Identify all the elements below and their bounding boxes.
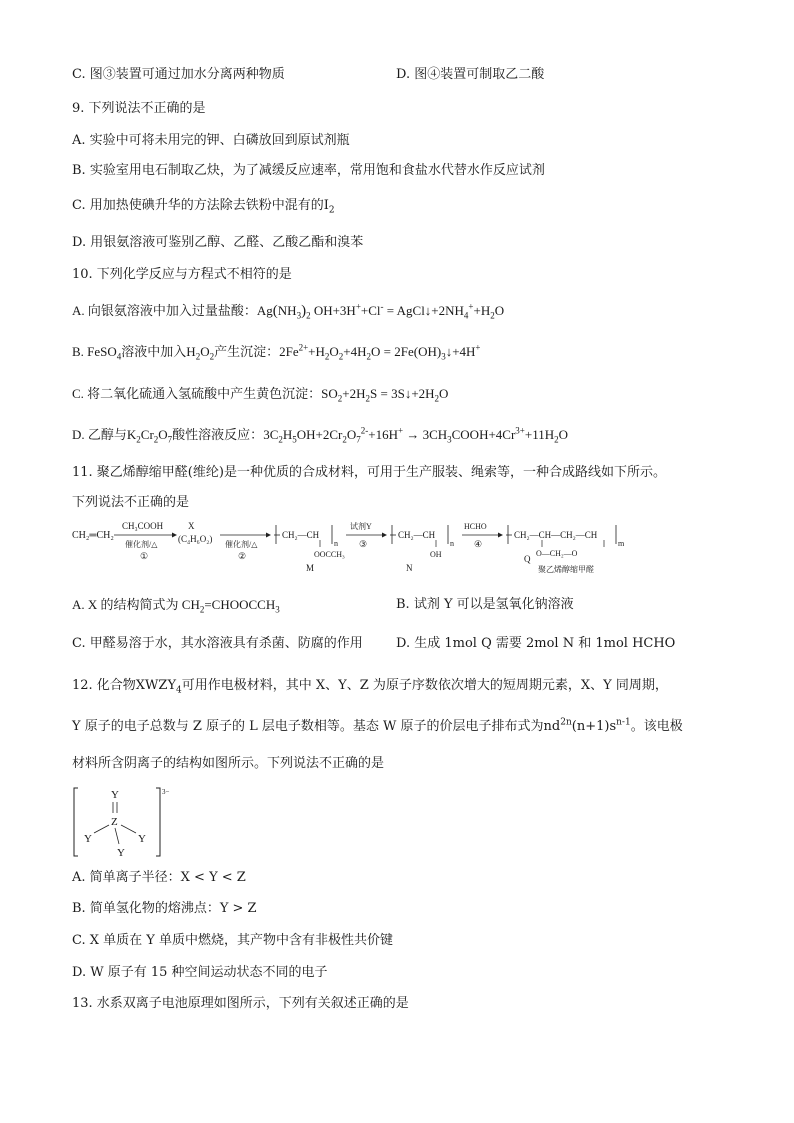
q10-option-a: A. 向银氨溶液中加入过量盐酸：$Ag(NH_3)_2$ $OH+3H^++Cl^- = AgCl↓+2NH_4^++H_2O$ (72, 301, 505, 321)
q12-option-c: C. X 单质在 Y 单质中燃烧，其产物中含有非极性共价键 (72, 933, 393, 948)
q12-option-a: A. 简单离子半径：X < Y < Z (72, 870, 246, 885)
q11-stem-line2: 下列说法不正确的是 (72, 495, 190, 510)
anion-z-center: Z (111, 816, 118, 828)
scheme-reagent-4: HCHO (464, 522, 487, 531)
q10-option-d-text2: 酸性溶液反应： (172, 427, 264, 442)
q8-option-d: D. 图④装置可制取乙二酸 (396, 67, 545, 82)
anion-y-top: Y (111, 789, 119, 801)
scheme-m-label: M (306, 563, 315, 573)
anion-charge: 3− (162, 788, 170, 796)
scheme-arrowhead-1 (172, 533, 177, 538)
q12-anion-structure (70, 782, 180, 862)
q9-option-d: D. 用银氨溶液可鉴别乙醇、乙醛、乙酸乙酯和溴苯 (72, 235, 364, 250)
q9-option-b: B. 实验室用电石制取乙炔，为了减缓反应速率，常用饱和食盐水代替水作反应试剂 (72, 163, 545, 178)
anion-bond-bottom (115, 828, 119, 844)
q9-option-c-text: C. 用加热使碘升华的方法除去铁粉中混有的I (72, 198, 329, 213)
q12-line2-sup2: n-1 (616, 717, 631, 728)
q8-option-c: C. 图③装置可通过加水分离两种物质 (72, 67, 285, 82)
scheme-arrowhead-4 (498, 533, 503, 538)
q10-option-a-text: A. 向银氨溶液中加入过量盐酸： (72, 303, 257, 318)
scheme-m-chain: CH₂—CH (282, 530, 320, 540)
scheme-arrowhead-2 (266, 533, 271, 538)
q12-line1-a: 12. 化合物XWZY (72, 678, 177, 693)
scheme-q-ring: O—CH₂—O (536, 549, 578, 558)
q10-option-b-text: B. FeSO (72, 344, 117, 359)
q10-stem: 10. 下列化学反应与方程式不相符的是 (72, 267, 292, 282)
q9-option-c (72, 197, 335, 215)
scheme-n-label: N (406, 563, 413, 573)
anion-y-right: Y (138, 833, 146, 845)
anion-bracket-right (156, 788, 160, 856)
q11-stem-line1: 11. 聚乙烯醇缩甲醛(维纶)是一种优质的合成材料，可用于生产服装、绳索等，一种合成路线如下所示。 (72, 465, 666, 480)
scheme-n-chain: CH₂—CH (398, 530, 436, 540)
scheme-q-name: 聚乙烯醇缩甲醛 (538, 565, 594, 574)
q12-stem-line1: 12. 化合物$XWZY_4$可用作电极材料，其中 X、Y、Z 为原子序数依次增大的短周期元素，X、Y 同周期， (72, 678, 668, 696)
q10-option-b-text3: 产生沉淀： (214, 344, 280, 359)
q10-option-d: D. 乙醇与$K_2Cr_2O_7$酸性溶液反应：$3C_2H_5OH+2Cr_2O_7^{2-}+16H^+$ → $3CH_3COOH+4Cr^{3+}+11H_2O$ (72, 425, 569, 445)
scheme-q-label: Q (524, 554, 531, 564)
scheme-q-chain: CH₂—CH—CH₂—CH (514, 530, 598, 540)
q11-option-a: A. X 的结构简式为 $CH_2=CHOOCCH_3$ (72, 597, 280, 615)
scheme-step-2: ② (238, 551, 247, 561)
scheme-x-label: X (188, 521, 195, 531)
q10-option-c-text: C. 将二氧化硫通入氢硫酸中产生黄色沉淀： (72, 386, 322, 401)
q11-synthesis-scheme (70, 516, 690, 580)
scheme-n-pendant: OH (430, 550, 442, 559)
scheme-x-formula: (C₄H₆O₂) (178, 534, 213, 544)
scheme-cond-1: 催化剂/△ (125, 540, 158, 549)
q12-line2-a: Y 原子的电子总数与 Z 原子的 L 层电子数相等。基态 W 原子的价层电子排布式为nd (72, 719, 561, 734)
q10-option-d-text: D. 乙醇与K (72, 427, 137, 442)
q12-line2-b: (n+1)s (571, 719, 617, 734)
q12-line2-sup1: 2n (560, 717, 572, 728)
scheme-ethylene: CH₂═CH₂ (72, 530, 114, 541)
scheme-step-3: ③ (359, 539, 368, 549)
scheme-m-pendant: OOCCH₃ (314, 550, 345, 559)
q11-option-a-formula: =CHOOCCH (204, 597, 276, 612)
q11-option-a-text: A. X 的结构简式为 CH (72, 597, 200, 612)
anion-y-bottom: Y (117, 847, 125, 859)
q13-stem: 13. 水系双离子电池原理如图所示，下列有关叙述正确的是 (72, 996, 409, 1011)
q12-line1-b: 可用作电极材料，其中 X、Y、Z 为原子序数依次增大的短周期元素，X、Y 同周期， (181, 678, 668, 693)
q12-line2-c: 。该电极 (630, 719, 683, 734)
q9-option-a: A. 实验中可将未用完的钾、白磷放回到原试剂瓶 (72, 133, 350, 148)
q12-stem-line3: 材料所含阴离子的结构如图所示。下列说法不正确的是 (72, 756, 385, 771)
q12-option-d: D. W 原子有 15 种空间运动状态不同的电子 (72, 965, 328, 980)
q12-stem-line2 (72, 718, 683, 736)
q10-option-b: B. FeSO$_4$溶液中加入$H_2O_2$产生沉淀：$2Fe^{2+}+H_2O_2+4H_2O$ = $2Fe(OH)_3↓+4H^+$ (72, 342, 481, 362)
q11-option-d: D. 生成 1mol Q 需要 2mol N 和 1mol HCHO (396, 636, 676, 651)
anion-y-left: Y (84, 833, 92, 845)
scheme-m-index: n (334, 539, 338, 548)
scheme-cond-2: 催化剂/△ (225, 540, 258, 549)
q9-option-c-sub: 2 (328, 205, 335, 216)
scheme-step-4: ④ (474, 539, 483, 549)
scheme-q-index: m (618, 539, 625, 548)
scheme-n-index: n (450, 539, 454, 548)
scheme-reagent-3: 试剂Y (350, 522, 372, 531)
q11-option-b: B. 试剂 Y 可以是氢氧化钠溶液 (396, 597, 574, 612)
anion-bond-left (94, 825, 109, 833)
anion-bracket-left (74, 788, 78, 856)
scheme-step-1: ① (140, 551, 149, 561)
anion-bond-right (121, 825, 136, 833)
q10-option-c: C. 将二氧化硫通入氢硫酸中产生黄色沉淀：$SO_2+2H_2S$ = $3S↓+2H_2O$ (72, 386, 449, 404)
q12-option-b: B. 简单氢化物的熔沸点：Y > Z (72, 901, 257, 916)
q11-option-c: C. 甲醛易溶于水，其水溶液具有杀菌、防腐的作用 (72, 636, 363, 651)
q9-stem: 9. 下列说法不正确的是 (72, 101, 206, 116)
scheme-arrowhead-3 (382, 533, 387, 538)
scheme-reagent-1: CH₃COOH (122, 521, 164, 531)
q10-option-b-text2: 溶液中加入H (121, 344, 196, 359)
